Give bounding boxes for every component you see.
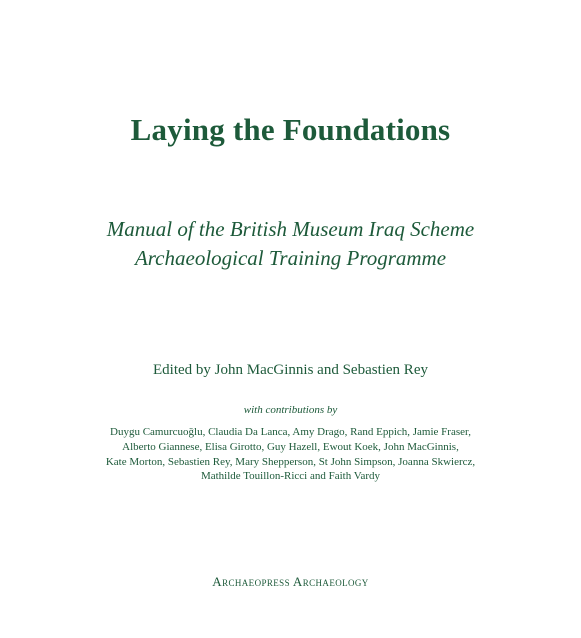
contributors-line-2: Alberto Giannese, Elisa Girotto, Guy Hazell, Ewout Koek, John MacGinnis, (122, 440, 459, 453)
subtitle-line-1: Manual of the British Museum Iraq Scheme (106, 217, 475, 241)
subtitle-line-2: Archaeological Training Programme (134, 246, 447, 270)
contributions-label: with contributions by (243, 404, 338, 416)
book-title: Laying the Foundations (130, 112, 451, 147)
contributors-list (0, 425, 581, 484)
editors-credit: Edited by John MacGinnis and Sebastien Rey (153, 362, 428, 378)
publisher-imprint: Archaeopress Archaeology (212, 574, 369, 589)
contributors-line-1: Duygu Camurcuoğlu, Claudia Da Lanca, Amy Drago, Rand Eppich, Jamie Fraser, (110, 426, 471, 438)
contributors-line-4: Mathilde Touillon-Ricci and Faith Vardy (200, 470, 381, 483)
book-subtitle (0, 215, 581, 273)
contributors-line-3: Kate Morton, Sebastien Rey, Mary Shepperson, St John Simpson, Joanna Skwiercz, (105, 455, 476, 468)
